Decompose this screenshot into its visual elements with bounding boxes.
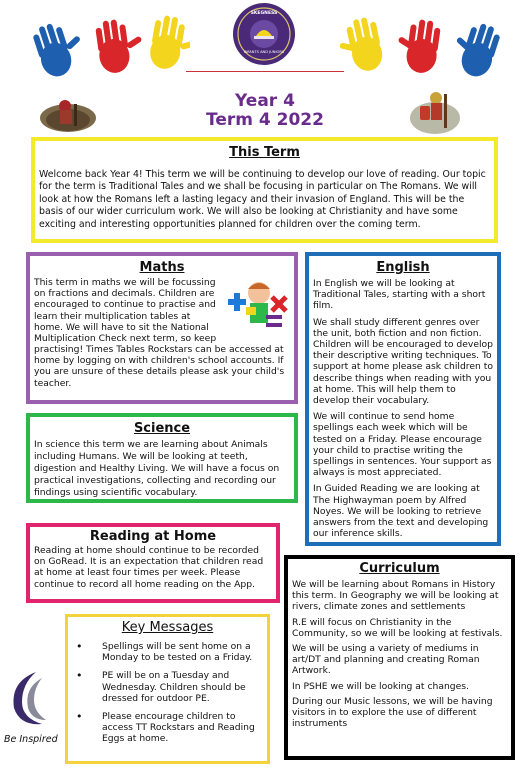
maths-body-top: This term in maths we will be focussing on fractions and decimals. Children are encouraged to continue to practise and learn their multiplication tables at home. We will have to sit the National Multiplication Check next term, so keep <box>34 277 217 345</box>
english-body <box>313 278 493 539</box>
science-section <box>26 413 298 503</box>
be-inspired-logo <box>6 668 48 730</box>
maths-section <box>26 252 298 404</box>
curriculum-paragraph: We will be using a variety of mediums in art/DT and planning and creating Roman Artwork. <box>292 643 480 677</box>
key-message-item: • PE will be on a Tuesday and Wednesday. Children should be dressed for outdoor PE. <box>102 670 263 704</box>
roman-soldier-right-image <box>410 88 460 134</box>
english-paragraph: We will continue to send home spellings each week which will be tested on a Friday. Please encourage your child to practise writing the spellings in sentences. Your support as always is most appreciated. <box>313 411 492 479</box>
title-term: Term 4 2022 <box>206 110 324 130</box>
school-logo <box>232 2 296 66</box>
key-message-item: • Spellings will be sent home on a Monday to be tested on a Friday. <box>102 641 263 663</box>
yellow-hand-icon <box>148 14 190 74</box>
blue-hand-icon <box>31 16 90 80</box>
this-term-section <box>31 137 498 243</box>
english-paragraph: In English we will be looking at Traditional Tales, starting with a short film. <box>313 278 486 312</box>
curriculum-section <box>284 555 515 760</box>
logo-text-top: SKEGNESS <box>250 11 278 16</box>
english-section <box>305 252 501 546</box>
page-title <box>180 92 350 130</box>
reading-heading: Reading at Home <box>89 529 217 544</box>
science-heading: Science <box>133 421 191 436</box>
yellow-hand-icon <box>340 15 385 75</box>
science-body: In science this term we are learning about Animals including Humans. We will be looking at teeth, digestion and Healthy Living. We will have a focus on practical investigations, collecting and recording our findings using scientific vocabulary. <box>34 439 280 498</box>
english-paragraph: In Guided Reading we are looking at The Highwayman poem by Alfred Noyes. We will be looking to retrieve answers from the text and developing our inference skills. <box>313 483 489 540</box>
motto-text: Be Inspired <box>4 734 58 745</box>
curriculum-heading: Curriculum <box>359 561 440 576</box>
red-hand-icon <box>393 17 441 75</box>
maths-heading: Maths <box>139 260 185 275</box>
red-hand-icon <box>95 16 147 75</box>
curriculum-paragraph: In PSHE we will be looking at changes. <box>292 680 469 692</box>
this-term-heading: This Term <box>229 145 300 160</box>
reading-body: Reading at home should continue to be recorded on GoRead. It is an expectation that children read at home at least four times per week. Please continue to record all home reading on the App. <box>34 545 264 590</box>
roman-soldier-left-image <box>40 96 96 132</box>
title-year: Year 4 <box>235 91 295 111</box>
header-divider <box>186 71 344 72</box>
english-paragraph: We shall study different genres over the unit, both fiction and non fiction. Children will be encouraged to develop their descriptive writing techniques. To support at home please ask children to describe things when reading with you at home. This will help them to develop their vocabulary. <box>313 316 494 407</box>
handprints-left-illustration <box>20 10 190 85</box>
curriculum-paragraph: R.E will focus on Christianity in the Community, so we will be looking at festivals. <box>292 616 503 639</box>
maths-child-illustration <box>226 277 292 332</box>
handprints-right-illustration <box>340 10 520 85</box>
maths-body-bottom: practising! Times Tables Rockstars can be accessed at home by logging on with children's school accounts. If you are unsure of these details please ask your child's teacher. <box>34 344 285 389</box>
curriculum-paragraph: During our Music lessons, we will be having visitors in to explore the use of different instruments <box>292 695 493 730</box>
key-messages-heading: Key Messages <box>121 620 214 635</box>
curriculum-paragraph: We will be learning about Romans in History this term. In Geography we will be looking at rivers, climate zones and settlements <box>292 579 499 613</box>
key-messages-section <box>65 614 270 764</box>
key-messages-list <box>68 641 263 752</box>
blue-hand-icon <box>447 17 502 80</box>
reading-at-home-section <box>26 523 280 603</box>
curriculum-body <box>292 579 507 729</box>
key-message-item: • Please encourage children to access TT Rockstars and Reading Eggs at home. <box>102 711 263 745</box>
this-term-body: Welcome back Year 4! This term we will be continuing to develop our love of reading. Our topic for the term is Traditional Tales and we shall be focusing in particular on The Romans. We will look at how the Romans left a lasting legacy and their invasion of England. This will be the basis of our wider curriculum work. We will also be looking at Christianity and have some exciting and interesting opportunities planned for children over the coming term. <box>39 169 486 230</box>
english-heading: English <box>376 260 430 275</box>
logo-text-bottom: INFANTS AND JUNIORS <box>243 50 285 54</box>
